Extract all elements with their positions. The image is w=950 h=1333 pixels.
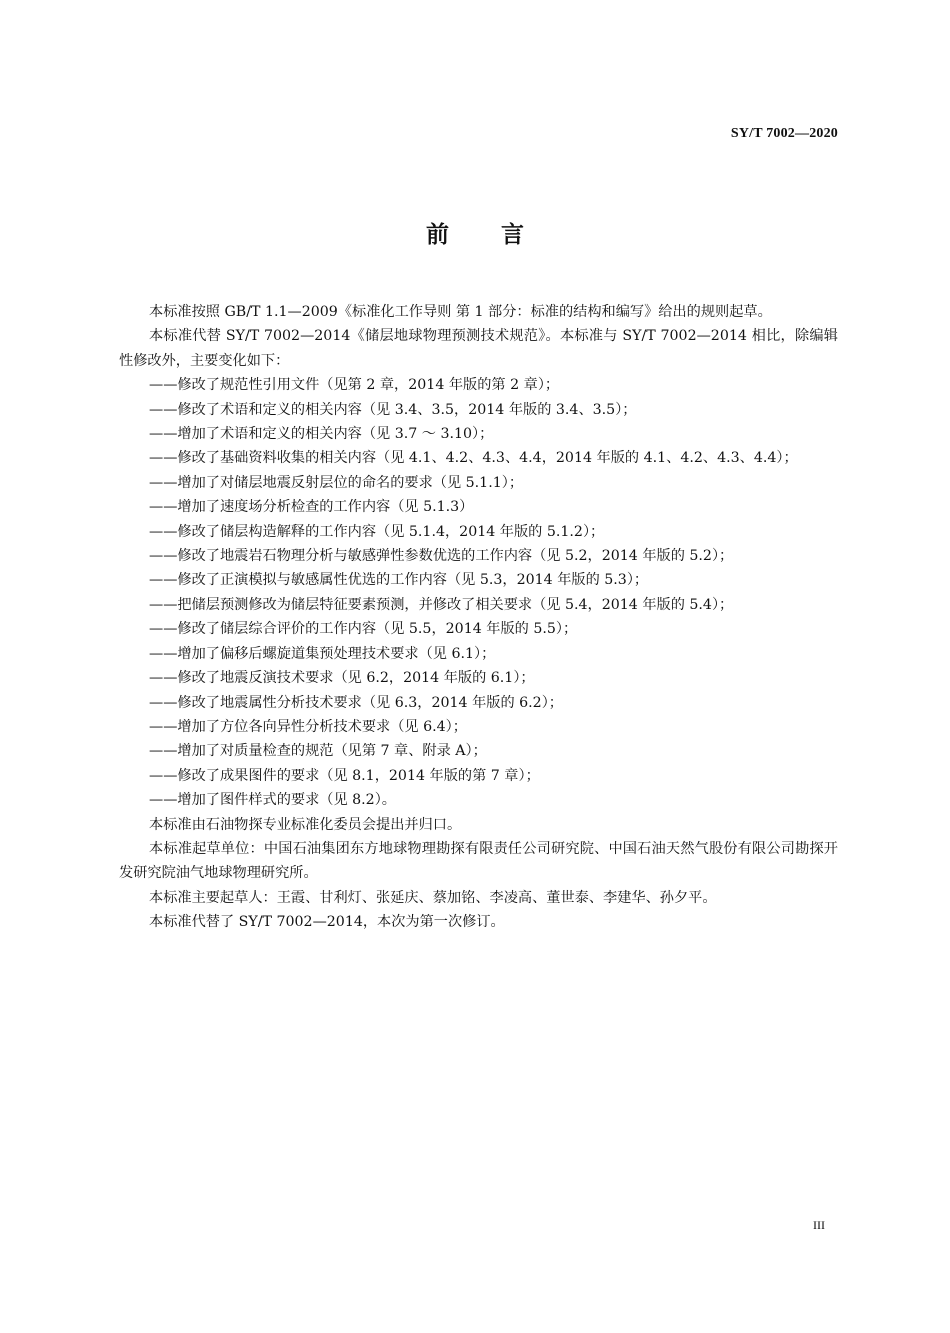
change-item: ——修改了规范性引用文件（见第 2 章，2014 年版的第 2 章）； bbox=[149, 377, 560, 394]
change-item: ——修改了基础资料收集的相关内容（见 4.1、4.2、4.3、4.4，2014 年版的 4.1、4.2、4.3、4.4）； bbox=[149, 450, 798, 467]
change-item: ——修改了地震岩石物理分析与敏感弹性参数优选的工作内容（见 5.2，2014 年版的 5.2）； bbox=[149, 548, 734, 565]
page-number: III bbox=[813, 1218, 825, 1232]
change-item: ——修改了地震反演技术要求（见 6.2，2014 年版的 6.1）； bbox=[149, 670, 535, 687]
intro-paragraph: 本标准代替 SY/T 7002—2014《储层地球物理预测技术规范》。本标准与 SY/T 7002—2014 相比，除编辑性修改外，主要变化如下： bbox=[119, 328, 838, 369]
closing-paragraph: 本标准代替了 SY/T 7002—2014，本次为第一次修订。 bbox=[149, 914, 505, 931]
change-item: ——增加了图件样式的要求（见 8.2）。 bbox=[149, 792, 396, 809]
change-item: ——修改了储层综合评价的工作内容（见 5.5，2014 年版的 5.5）； bbox=[149, 621, 578, 638]
change-item: ——修改了正演模拟与敏感属性优选的工作内容（见 5.3，2014 年版的 5.3）； bbox=[149, 572, 649, 589]
change-item: ——增加了对质量检查的规范（见第 7 章、附录 A）； bbox=[149, 743, 487, 760]
document-code: SY/T 7002—2020 bbox=[730, 126, 838, 141]
change-item: ——增加了偏移后螺旋道集预处理技术要求（见 6.1）； bbox=[149, 645, 496, 662]
title-char-1: 前 bbox=[426, 221, 449, 248]
change-item: ——修改了地震属性分析技术要求（见 6.3，2014 年版的 6.2）； bbox=[149, 694, 563, 711]
closing-paragraph: 本标准主要起草人：王霞、甘利灯、张延庆、蔡加铭、李凌高、董世泰、李建华、孙夕平。 bbox=[149, 889, 717, 906]
changes-list bbox=[119, 373, 838, 812]
change-item: ——增加了术语和定义的相关内容（见 3.7 ～ 3.10）； bbox=[149, 426, 494, 443]
change-item: ——增加了速度场分析检查的工作内容（见 5.1.3） bbox=[149, 499, 474, 516]
change-item: ——增加了对储层地震反射层位的命名的要求（见 5.1.1）； bbox=[149, 474, 524, 491]
closing-paragraph: 本标准由石油物探专业标准化委员会提出并归口。 bbox=[149, 816, 462, 833]
change-item: ——修改了储层构造解释的工作内容（见 5.1.4，2014 年版的 5.1.2）； bbox=[149, 523, 605, 540]
page-title bbox=[0, 216, 950, 249]
change-item: ——增加了方位各向异性分析技术要求（见 6.4）； bbox=[149, 718, 467, 735]
foreword-body bbox=[119, 300, 838, 935]
title-char-2: 言 bbox=[501, 221, 524, 248]
closing-paragraph: 本标准起草单位：中国石油集团东方地球物理勘探有限责任公司研究院、中国石油天然气股份有限公司勘探开发研究院油气地球物理研究所。 bbox=[119, 840, 838, 882]
change-item: ——修改了成果图件的要求（见 8.1，2014 年版的第 7 章）； bbox=[149, 767, 540, 784]
intro-paragraph: 本标准按照 GB/T 1.1—2009《标准化工作导则 第 1 部分：标准的结构和编写》给出的规则起草。 bbox=[149, 304, 772, 320]
change-item: ——把储层预测修改为储层特征要素预测，并修改了相关要求（见 5.4，2014 年版的 5.4）； bbox=[149, 596, 734, 613]
change-item: ——修改了术语和定义的相关内容（见 3.4、3.5，2014 年版的 3.4、3.5）； bbox=[149, 401, 637, 418]
